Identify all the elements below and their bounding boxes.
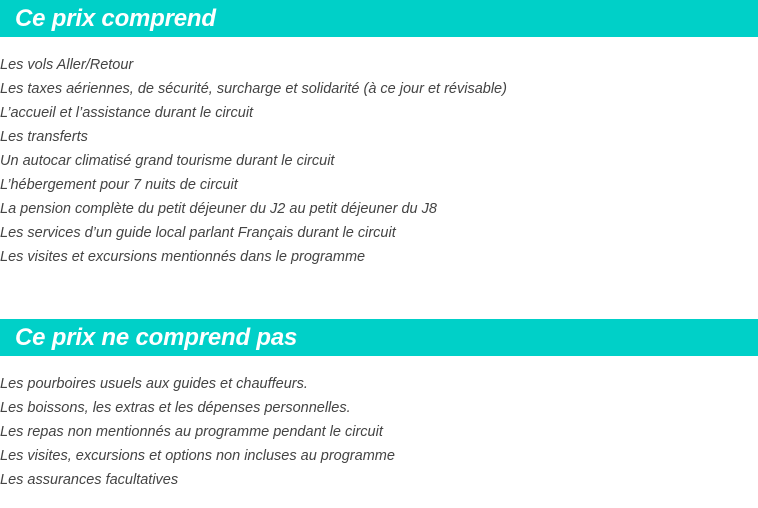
list-item: Les repas non mentionnés au programme pendant le circuit: [0, 424, 383, 440]
list-item: Un autocar climatisé grand tourisme durant le circuit: [0, 153, 335, 169]
list-item: Les vols Aller/Retour: [0, 57, 134, 73]
excludes-list: [0, 372, 395, 492]
includes-list: [0, 53, 507, 269]
list-item: Les boissons, les extras et les dépenses personnelles.: [0, 400, 351, 416]
list-item: Les visites et excursions mentionnés dans le programme: [0, 249, 366, 265]
excludes-header: [0, 319, 758, 356]
list-item: Les transferts: [0, 129, 88, 145]
list-item: L’accueil et l’assistance durant le circuit: [0, 105, 254, 121]
list-item: L’hébergement pour 7 nuits de circuit: [0, 177, 238, 193]
includes-title: Ce prix comprend: [15, 4, 216, 32]
list-item: Les visites, excursions et options non incluses au programme: [0, 448, 395, 464]
list-item: Les services d’un guide local parlant Français durant le circuit: [0, 225, 396, 241]
list-item: Les taxes aériennes, de sécurité, surcharge et solidarité (à ce jour et révisable): [0, 81, 507, 97]
excludes-title: Ce prix ne comprend pas: [15, 323, 298, 351]
list-item: Les pourboires usuels aux guides et chauffeurs.: [0, 376, 308, 392]
list-item: La pension complète du petit déjeuner du J2 au petit déjeuner du J8: [0, 201, 437, 217]
list-item: Les assurances facultatives: [0, 472, 179, 488]
includes-header: [0, 0, 758, 37]
